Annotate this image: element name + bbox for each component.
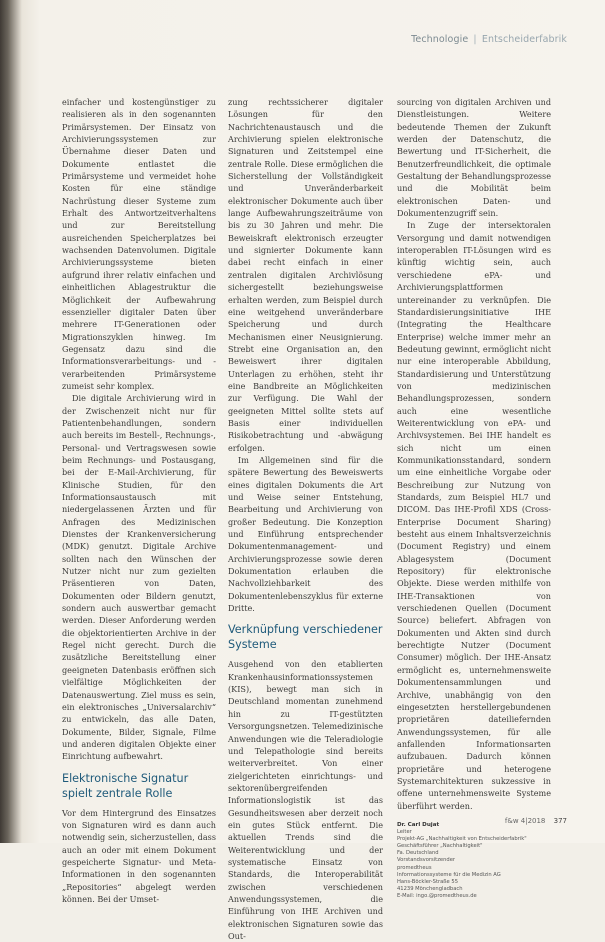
author-line: Vorstandsvorsitzender — [397, 857, 456, 864]
header-separator: | — [473, 34, 477, 45]
author-line: Projekt-AG „Nachhaltigkeit von Entscheiderfabrik" — [397, 836, 527, 843]
paragraph: Im Allgemeinen sind für die spätere Bewertung des Beweiswerts eines digitalen Dokuments die Art und Weise seiner Entstehung, Bearbeitung und Archivierung von großer Bedeutung. Die Konzeption und Einführung entsprechender Dokumentenmanagement- und Archivierungsprozesse sowie deren Dokumentation erlauben die Nachvollziehbarkeit des Dokumentenlebenszyklus für externe Dritte. — [228, 454, 383, 614]
paragraph: Ausgehend von den etablierten Krankenhausinformationssystemen (KIS), bewegt man sich in Deutschland momentan zunehmend hin zu IT-gestützten Versorgungsnetzen. Telemedizinische Anwendungen wie die Teleradiologie und Telepathologie sind bereits weiterverbreitet. Von einer zielgerichteten einrichtungs- und sektorenübergreifenden Informationslogistik ist das Gesundheitswesen aber derzeit noch ein gutes Stück entfernt. Die aktuellen Trends sind die Weiterentwicklung und der systematische Einsatz von Standards, die Interoperabilität zwischen verschiedenen Anwendungssystemen, die Einführung von IHE Archiven und elektronischen Signaturen sowie das Out- — [228, 659, 383, 941]
author-line: Fa. Deutschland — [397, 850, 439, 857]
paragraph: sourcing von digitalen Archiven und Dienstleistungen. Weitere bedeutende Themen der Zukunft werden der Datenschutz, die Bewertung und IT-Sicherheit, die Benutzerfreundlichkeit, die optimale Gestaltung der Behandlungsprozesse und die Mobilität beim elektronischen Daten- und Dokumentenzugriff sein. — [397, 97, 551, 219]
paragraph: Die digitale Archivierung wird in der Zwischenzeit nicht nur für Patientenbehandlungen, sondern auch bereits im Bestell-, Rechnungs-, Personal- und Vertragswesen sowie beim Rechnungs- und Postausgang, bei der E-Mail-Archivierung, für Klinische Studien, für den Informationsaustausch mit niedergelassenen Ärzten und für Anfragen des Medizinischen Dienstes der Krankenversicherung (MDK) genutzt. Digitale Archive sollten nach den Wünschen der Nutzer nicht nur zum gezielten Präsentieren von Daten, Dokumenten oder Bildern genutzt, sondern auch auswertbar gemacht werden. Dieser Anforderung werden die objektorientierten Archive in der Regel nicht gerecht. Durch die zusätzliche Bereitstellung einer geeigneten Datenbasis eröffnen sich vielfältige Möglichkeiten der Datenauswertung. Ziel muss es sein, ein elektronisches „Universalarchiv“ zu entwickeln, das alle Daten, Dokumente, Bilder, Signale, Filme und anderen digitalen Objekte einer Einrichtung aufbewahrt. — [62, 393, 216, 762]
author-line: Geschäftsführer „Nachhaltigkeit" — [397, 843, 483, 850]
author-box — [397, 822, 551, 900]
section-name: Technologie — [411, 34, 469, 45]
paragraph: Vor dem Hintergrund des Einsatzes von Signaturen wird es dann auch notwendig sein, sicherzustellen, dass auch an oder mit einem Dokument gespeicherte Signatur- und Meta-Informationen in den sogenannten „Repositories“ abgelegt werden können. Bei der Umset- — [62, 807, 216, 904]
author-line: 41239 Mönchengladbach — [397, 885, 463, 892]
text-column-2 — [228, 96, 383, 942]
author-line: Hans-Böckler-Straße 55 — [397, 878, 458, 885]
page-footer — [505, 817, 567, 825]
paragraph: zung rechtssicherer digitaler Lösungen für den Nachrichtenaustausch und die Archivierung spielen elektronische Signaturen und Zeitstempel eine zentrale Rolle. Diese ermöglichen die Sicherstellung der Vollständigkeit und Unveränderbarkeit elektronischer Dokumente auch über lange Aufbewahrungszeiträume von bis zu 30 Jahren und mehr. Die Beweiskraft elektronisch erzeugter und signierter Dokumente kann dabei recht einfach in einer zentralen digitalen Archivlösung sichergestellt beziehungsweise erhalten werden, zum Beispiel durch eine weitgehend unveränderbare Speicherung und durch Mechanismen einer Neusignierung. Strebt eine Organisation an, den Beweiswert ihrer digitalen Unterlagen zu erhöhen, steht ihr eine Bandbreite an Möglichkeiten zur Verfügung. Die Wahl der geeigneten Mittel sollte stets auf Basis einer individuellen Risikobetrachtung und -abwägung erfolgen. — [228, 97, 383, 453]
magazine-issue: f&w 4|2018 — [504, 817, 546, 825]
subheading: Elektronische Signatur spielt zentrale Rolle — [62, 771, 189, 800]
page-number: 377 — [553, 817, 567, 825]
author-line: promedtheus — [397, 864, 432, 871]
subsection-name: Entscheiderfabrik — [481, 34, 567, 45]
section-header — [411, 34, 567, 45]
paragraph: einfacher und kostengünstiger zu realisieren als in den sogenannten Primärsystemen. Der Einsatz von Archivierungssystemen zur Übernahme dieser Daten und Dokumente entlastet die Primärsysteme und vermeidet hohe Kosten für eine ständige Nachrüstung dieser Systeme zum Erhalt des Antwortzeitverhaltens und zur Bereitstellung ausreichenden Speicherplatzes bei wachsenden Datenvolumen. Digitale Archivierungssysteme bieten aufgrund ihrer relativ einfachen und einheitlichen Ablagestruktur die Möglichkeit der Aufbewahrung essenzieller digitaler Daten über mehrere IT-Generationen oder Migrationszyklen hinweg. Im Gegensatz dazu sind die Informationsverarbeitungs- und -verarbeitenden Primärsysteme zumeist sehr komplex. — [62, 97, 216, 391]
paragraph: In Zuge der intersektoralen Versorgung und damit notwendigen interoperablen IT-Lösungen wird es künftig wichtig sein, auch verschiedene ePA- und Archivierungsplattformen untereinander zu verknüpfen. Die Standardisierungsinitiative IHE (Integrating the Healthcare Enterprise) welche immer mehr an Bedeutung gewinnt, ermöglicht nicht nur eine interoperable Abbildung, Standardisierung und Unterstützung von medizinischen Behandlungsprozessen, sondern auch eine wesentliche Weiterentwicklung von ePA- und Archivsystemen. Bei IHE handelt es sich nicht um einen Kommunikationsstandard, sondern um eine einheitliche Vorgabe oder Beschreibung zur Nutzung von Standards, zum Beispiel HL7 und DICOM. Das IHE-Profil XDS (Cross-Enterprise Document Sharing) besteht aus einem Inhaltsverzeichnis (Document Registry) und einem Ablagesystem (Document Repository) für elektronische Objekte. Diese werden mithilfe von IHE-Transaktionen von verschiedenen Quellen (Document Source) beliefert. Abfragen von Dokumenten und Akten sind durch berechtigte Nutzer (Document Consumer) möglich. Der IHE-Ansatz ermöglicht es, unternehmensweite Dokumentensammlungen und Archive, unabhängig von den eingesetzten herstellergebundenen proprietären dateiliefernden Anwendungssystemen, für alle anfallenden Informationsarten aufzubauen. Dadurch können proprietäre und heterogene Systemarchitekturen sukzessive in offene unternehmensweite Systeme überführt werden. — [397, 220, 551, 811]
author-line: Leiter — [397, 829, 412, 836]
text-column-1 — [62, 96, 216, 905]
author-line: Informationssysteme für die Medizin AG — [397, 871, 501, 878]
author-email: E-Mail: ingo.@promedtheus.de — [397, 892, 477, 899]
author-name: Dr. Carl Dujat — [397, 821, 440, 828]
text-column-3 — [397, 96, 551, 900]
subheading: Verknüpfung verschiedener Systeme — [228, 623, 383, 652]
